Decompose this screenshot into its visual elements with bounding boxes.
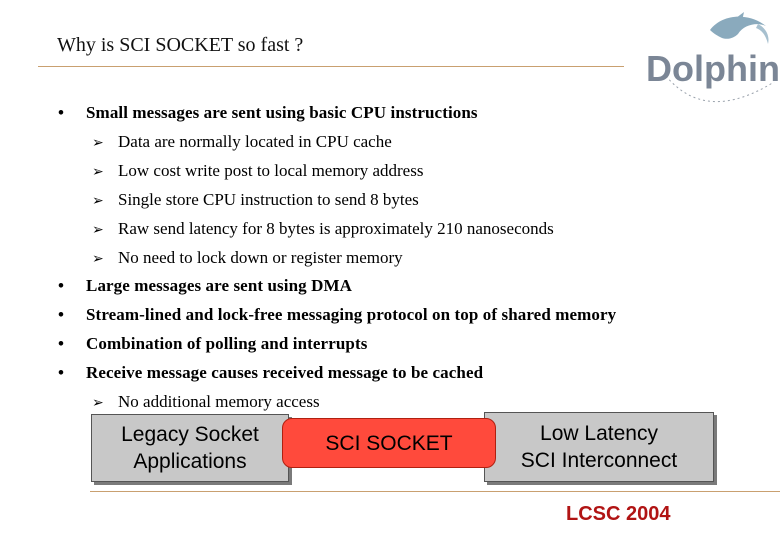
low-latency-interconnect-box: [484, 412, 714, 482]
legacy-socket-applications-box: [91, 414, 289, 482]
bullet-text: Combination of polling and interrupts: [86, 334, 368, 354]
bullet-dot-icon: •: [58, 103, 64, 122]
bullet-item: [58, 275, 352, 297]
bullet-item: [58, 333, 367, 355]
sub-bullet-item: [92, 391, 320, 413]
bullet-dot-icon: •: [58, 363, 64, 383]
low-latency-line2: SCI Interconnect: [520, 449, 678, 472]
sub-bullet-item: [92, 160, 423, 182]
legacy-box-line2: Applications: [133, 450, 247, 473]
bullet-text: Single store CPU instruction to send 8 bytes: [118, 189, 419, 209]
arrow-bullet-icon: ➢: [92, 222, 104, 238]
sub-bullet-item: [92, 247, 403, 269]
slide-title: Why is SCI SOCKET so fast ?: [57, 34, 304, 56]
legacy-box-line1: Legacy Socket: [121, 423, 259, 446]
logo-wordmark: Dolphin: [646, 48, 780, 89]
bullet-text: No additional memory access: [118, 392, 320, 411]
arrow-bullet-icon: ➢: [92, 164, 104, 180]
arrow-bullet-icon: ➢: [92, 193, 104, 209]
sub-bullet-item: [92, 218, 554, 240]
sci-socket-box: [282, 418, 496, 468]
bullet-dot-icon: •: [58, 276, 64, 296]
arrow-bullet-icon: ➢: [92, 251, 104, 267]
dolphin-logo: [640, 12, 780, 112]
bullet-text: Low cost write post to local memory address: [118, 160, 424, 180]
low-latency-line1: Low Latency: [540, 422, 658, 445]
bullet-text: Stream-lined and lock-free messaging protocol on top of shared memory: [86, 305, 617, 325]
bullet-text: Data are normally located in CPU cache: [118, 131, 392, 151]
bullet-text: Receive message causes received message to be cached: [86, 363, 484, 383]
bullet-text: Raw send latency for 8 bytes is approximately 210 nanoseconds: [118, 218, 554, 238]
bullet-item: [58, 304, 616, 326]
sci-socket-label: SCI SOCKET: [325, 431, 453, 455]
sub-bullet-item: [92, 189, 419, 211]
footer-label: LCSC 2004: [566, 503, 671, 525]
bullet-item: [58, 362, 483, 384]
bullet-text: Large messages are sent using DMA: [86, 276, 352, 296]
title-divider: [38, 66, 624, 67]
bullet-item: [58, 102, 478, 124]
bullet-dot-icon: •: [58, 334, 64, 354]
arrow-bullet-icon: ➢: [92, 135, 104, 151]
footer-divider: [90, 491, 780, 492]
arrow-bullet-icon: ➢: [92, 396, 104, 411]
bullet-text: No need to lock down or register memory: [118, 247, 403, 267]
sub-bullet-item: [92, 131, 392, 153]
bullet-text: Small messages are sent using basic CPU instructions: [86, 103, 478, 122]
bullet-dot-icon: •: [58, 305, 64, 325]
